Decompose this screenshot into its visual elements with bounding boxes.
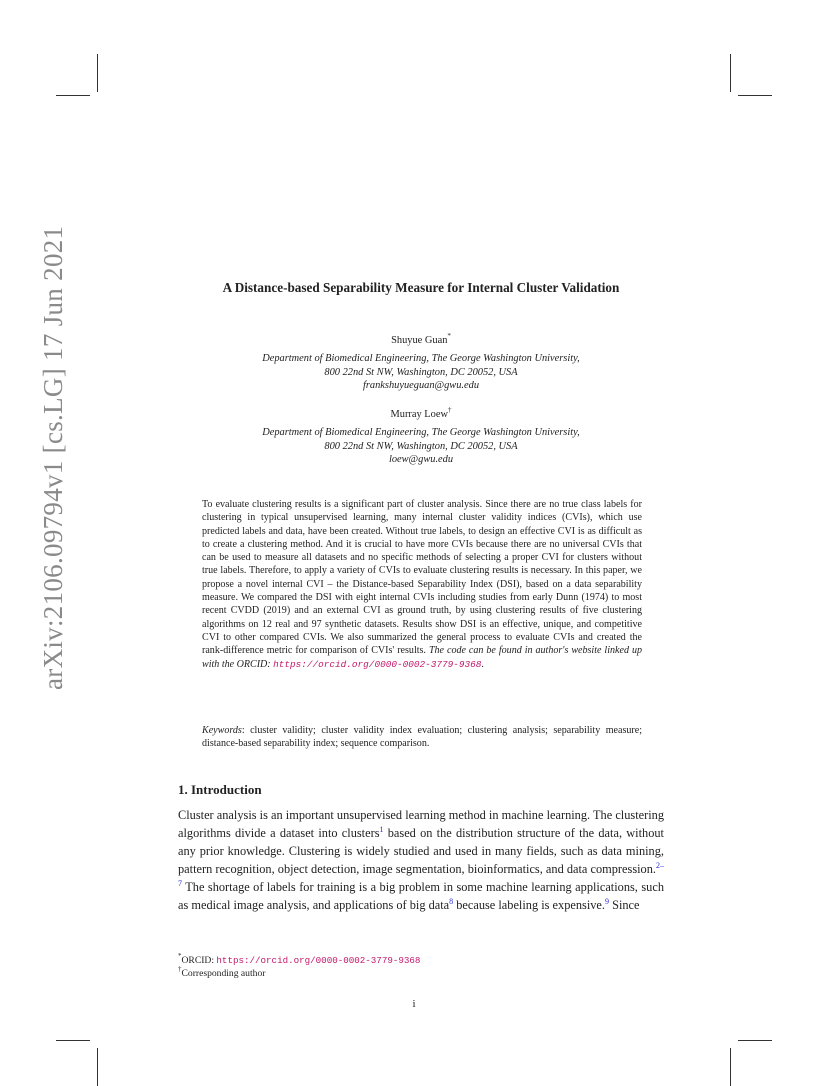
author-address: 800 22nd St NW, Washington, DC 20052, USA: [324, 366, 518, 378]
citation-link[interactable]: 9: [605, 896, 609, 906]
abstract-text: To evaluate clustering results is a significant part of cluster analysis. Since there are no true class labels for clustering in typical unsupervised learning, many internal cluster validity indices (CVIs), which use predicted labels and data, have been created. Without true labels, to design an effective CVI is as difficult as to create a clustering method. And it is crucial to have more CVIs because there are no universal CVIs that can be used to measure all datasets and no specific methods of selecting a proper CVI for clusters without true labels. Therefore, to apply a variety of CVIs to evaluate clustering results is necessary. In this paper, we propose a novel internal CVI – the Distance-based Separability Index (DSI), based on a data separability measure. We compared the DSI with eight internal CVIs including studies from early Dunn (1974) to most recent CVDD (2019) and an external CVI as ground truth, by using clustering results of five clustering algorithms on 12 real and 97 synthetic datasets. Results show DSI is an effective, unique, and competitive CVI to other compared CVIs. We also summarized the general process to evaluate CVIs and created the rank-difference metric for comparison of CVIs' results.: [202, 499, 642, 657]
author-block-1: [180, 331, 662, 392]
citation-link[interactable]: 1: [379, 824, 384, 834]
author-email[interactable]: loew@gwu.edu: [388, 453, 454, 465]
crop-mark: [730, 54, 731, 92]
orcid-link[interactable]: https://orcid.org/0000-0002-3779-9368: [216, 955, 421, 966]
author-block-2: [180, 405, 662, 466]
intro-paragraph: Cluster analysis is an important unsupervised learning method in machine learning. The clustering algorithms divide a dataset into clusters$^1$ based on the distribution structure of the data, without any prior knowledge. Clustering is widely studied and used in many fields, such as data mining, pattern recognition, object detection, image segmentation, bioinformatics, and data compression.$^{2-7}$ The shortage of labels for training is a big problem in some machine learning applications, such as medical image analysis, and applications of big data$^8$ because labeling is expensive.$^9$ Since: [178, 808, 664, 912]
arxiv-stamp: arXiv:2106.09794v1 [cs.LG] 17 Jun 2021: [38, 225, 68, 690]
page-number: i: [412, 998, 416, 1010]
author-address: 800 22nd St NW, Washington, DC 20052, USA: [324, 440, 518, 452]
keywords-label: Keywords: [202, 725, 242, 736]
crop-mark: [56, 95, 90, 96]
crop-mark: [56, 1040, 90, 1041]
section-heading: 1. Introduction: [178, 782, 262, 797]
crop-mark: [730, 1048, 731, 1086]
footnote-corresponding: †Corresponding author: [178, 964, 266, 979]
code-end: .: [481, 658, 484, 670]
paper-title: A Distance-based Separability Measure for Internal Cluster Validation: [222, 280, 620, 295]
author-name: Murray Loew†: [390, 405, 452, 420]
crop-mark: [97, 1048, 98, 1086]
author-affiliation: Department of Biomedical Engineering, The George Washington University,: [262, 353, 580, 365]
author-email[interactable]: frankshuyueguan@gwu.edu: [362, 379, 480, 391]
code-note: The code can be found in author's website linked up with the ORCID:: [202, 645, 643, 670]
crop-mark: [738, 95, 772, 96]
citation-link[interactable]: 8: [449, 896, 454, 906]
keywords: [202, 724, 642, 751]
footnote-orcid: *ORCID: https://orcid.org/0000-0002-3779-9368: [178, 951, 421, 966]
citation-link[interactable]: 2–7: [178, 860, 664, 888]
crop-mark: [97, 54, 98, 92]
footnotes: [178, 951, 421, 980]
keywords-text: : cluster validity; cluster validity index evaluation; clustering analysis; separability measure; distance-based separability index; sequence comparison.: [202, 725, 642, 750]
abstract: [202, 498, 642, 671]
author-affiliation: Department of Biomedical Engineering, The George Washington University,: [262, 427, 580, 439]
author-name: Shuyue Guan*: [391, 331, 451, 346]
crop-mark: [738, 1040, 772, 1041]
code-link[interactable]: https://orcid.org/0000-0002-3779-9368: [273, 658, 482, 670]
